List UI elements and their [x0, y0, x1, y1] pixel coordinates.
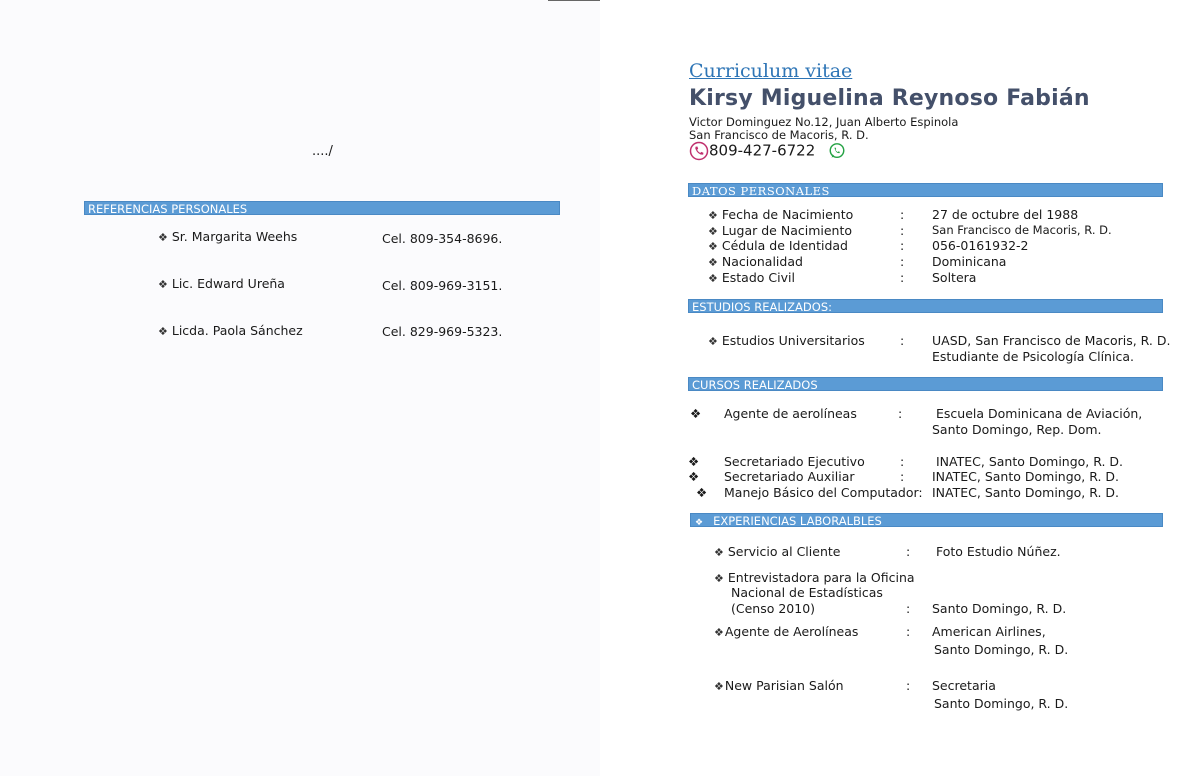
course-value: INATEC, Santo Domingo, R. D. [932, 469, 1120, 484]
experience-value: Santo Domingo, R. D. [932, 601, 1067, 616]
course-label: Agente de aerolíneas [724, 406, 857, 421]
personal-value: Soltera [932, 270, 977, 285]
address-line-1: Victor Dominguez No.12, Juan Alberto Espinola [689, 115, 959, 129]
colon: : [900, 223, 905, 238]
course-label: Secretariado Auxiliar [724, 469, 855, 484]
experience-value: Foto Estudio Núñez. [936, 544, 1061, 559]
personal-value: Dominicana [932, 254, 1007, 269]
bullet-icon: ❖ [688, 469, 700, 484]
bullet-icon: ❖ [708, 335, 718, 348]
colon: : [900, 238, 905, 253]
bullet-icon: ❖ [690, 406, 702, 421]
personal-data-header: DATOS PERSONALES [688, 183, 1163, 197]
experience-value: American Airlines, [932, 624, 1046, 639]
bullet-icon: ❖ [708, 272, 718, 285]
reference-name: Sr. Margarita Weehs [171, 229, 298, 244]
experience-label-cont: (Censo 2010) [731, 601, 816, 616]
personal-value: 27 de octubre del 1988 [932, 207, 1079, 222]
studies-value: Estudiante de Psicología Clínica. [932, 349, 1134, 364]
bullet-icon: ❖ [158, 278, 168, 291]
scan-artifact [548, 0, 600, 1]
experience-value: Santo Domingo, R. D. [934, 696, 1069, 711]
experience-value: Santo Domingo, R. D. [934, 642, 1069, 657]
colon: : [900, 270, 905, 285]
colon: : [906, 624, 911, 639]
right-page [600, 0, 1200, 776]
course-value: INATEC, Santo Domingo, R. D. [936, 454, 1124, 469]
colon: : [906, 678, 911, 693]
bullet-icon: ❖ [696, 485, 708, 500]
reference-phone: Cel. 829-969-5323. [382, 324, 503, 339]
personal-value: 056-0161932-2 [932, 238, 1029, 253]
bullet-icon: ❖ [708, 225, 718, 238]
experience-label: ❖Agente de Aerolíneas [714, 624, 859, 639]
experience-value: Secretaria [932, 678, 996, 693]
reference-phone: Cel. 809-969-3151. [382, 278, 503, 293]
experience-label: ❖ Servicio al Cliente [714, 544, 841, 559]
experience-label: ❖ Entrevistadora para la Oficina [714, 570, 915, 585]
colon: : [898, 406, 903, 421]
address-line-2: San Francisco de Macoris, R. D. [689, 128, 869, 142]
candidate-name: Kirsy Miguelina Reynoso Fabián [689, 86, 1090, 111]
personal-value: San Francisco de Macoris, R. D. [932, 223, 1112, 237]
reference-phone: Cel. 809-354-8696. [382, 231, 503, 246]
experience-label: ❖New Parisian Salón [714, 678, 844, 693]
bullet-icon: ❖ [695, 518, 704, 528]
course-label: Secretariado Ejecutivo [724, 454, 865, 469]
course-value: Santo Domingo, Rep. Dom. [932, 422, 1102, 437]
reference-name: Licda. Paola Sánchez [171, 323, 303, 338]
studies-header: ESTUDIOS REALIZADOS: [688, 299, 1163, 313]
whatsapp-icon [828, 142, 846, 160]
personal-label: ❖ Lugar de Nacimiento [708, 223, 853, 238]
phone-line [689, 141, 846, 161]
bullet-icon: ❖ [708, 240, 718, 253]
experience-label-cont: Nacional de Estadísticas [731, 585, 883, 600]
references-header: REFERENCIAS PERSONALES [84, 201, 560, 215]
bullet-icon: ❖ [714, 626, 724, 639]
colon: : [906, 544, 911, 559]
colon: : [900, 333, 905, 348]
studies-value: UASD, San Francisco de Macoris, R. D. [932, 333, 1171, 348]
course-value: INATEC, Santo Domingo, R. D. [932, 485, 1120, 500]
personal-label: ❖ Cédula de Identidad [708, 238, 848, 253]
studies-label: ❖ Estudios Universitarios [708, 333, 865, 348]
courses-header: CURSOS REALIZADOS [688, 377, 1163, 391]
bullet-icon: ❖ [708, 209, 718, 222]
bullet-icon: ❖ [714, 572, 724, 585]
colon: : [906, 601, 911, 616]
course-label: Manejo Básico del Computador: [724, 485, 923, 500]
bullet-icon: ❖ [688, 454, 700, 469]
reference-item [158, 229, 297, 244]
reference-name: Lic. Edward Ureña [171, 276, 285, 291]
colon: : [900, 207, 905, 222]
reference-item [158, 276, 285, 291]
continuation-mark: ..../ [312, 144, 333, 159]
bullet-icon: ❖ [708, 256, 718, 269]
bullet-icon: ❖ [158, 231, 168, 244]
cv-title: Curriculum vitae [689, 60, 853, 82]
phone-icon [689, 141, 709, 161]
bullet-icon: ❖ [714, 546, 724, 559]
bullet-icon: ❖ [714, 680, 724, 693]
personal-label: ❖ Fecha de Nacimiento [708, 207, 854, 222]
colon: : [900, 254, 905, 269]
course-value: Escuela Dominicana de Aviación, [936, 406, 1143, 421]
personal-label: ❖ Nacionalidad [708, 254, 803, 269]
phone-number: 809-427-6722 [709, 141, 816, 160]
colon: : [900, 469, 905, 484]
bullet-icon: ❖ [158, 325, 168, 338]
colon: : [900, 454, 905, 469]
reference-item [158, 323, 303, 338]
personal-label: ❖ Estado Civil [708, 270, 795, 285]
experience-header: ❖ EXPERIENCIAS LABORALBLES [690, 513, 1163, 527]
